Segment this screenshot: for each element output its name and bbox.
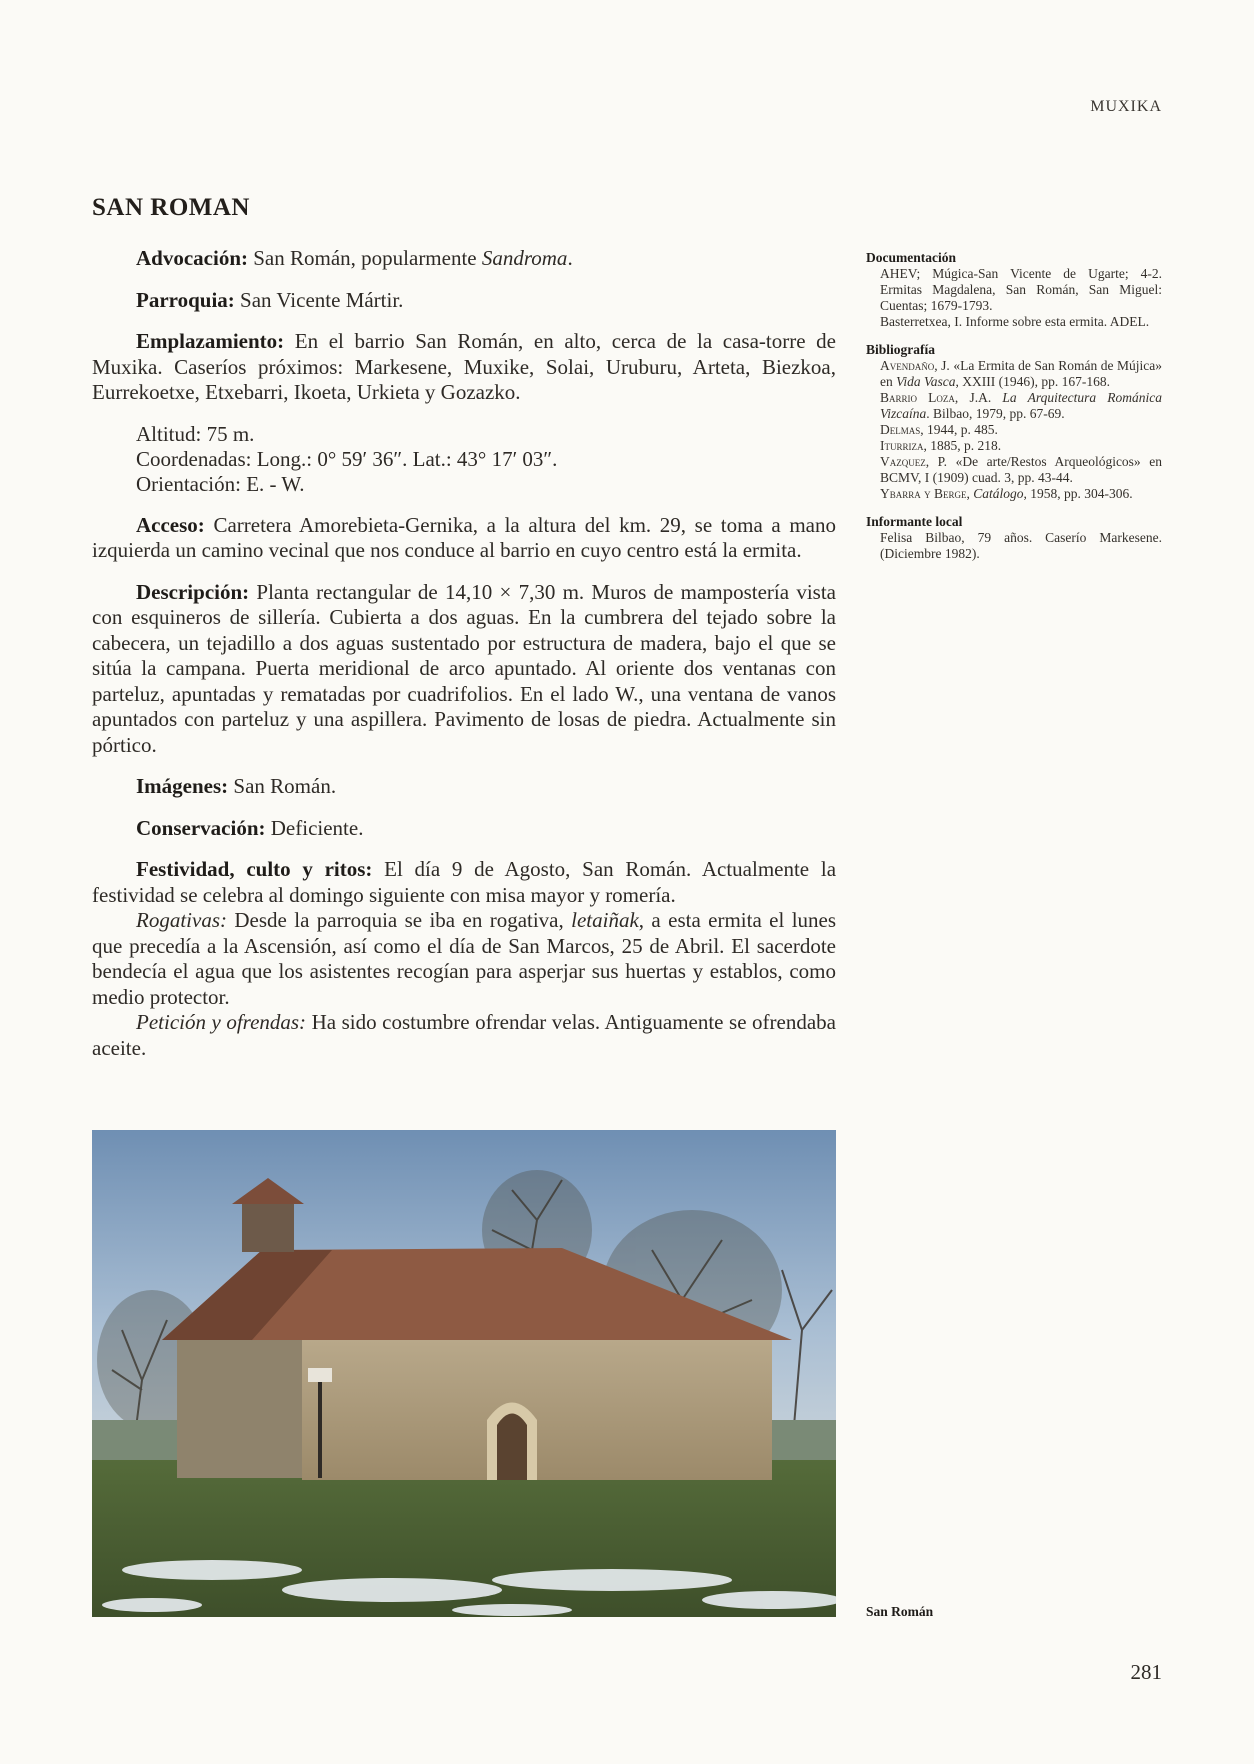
bib-author: Vazquez, P.: [880, 454, 948, 469]
parroquia-label: Parroquia:: [136, 287, 235, 312]
orientacion-line: Orientación: E. - W.: [136, 471, 305, 496]
acceso-paragraph: [92, 513, 836, 564]
rogativas-text-a: Desde la parroquia se iba en rogativa,: [234, 908, 572, 932]
peticion-label: Petición y ofrendas:: [136, 1010, 307, 1034]
conservacion-label: Conservación:: [136, 815, 266, 840]
rogativas-paragraph: [92, 908, 836, 1010]
acceso-label: Acceso:: [136, 512, 205, 537]
bibliografia-entry: [866, 390, 1162, 422]
bibliografia-section: [866, 342, 1162, 502]
documentacion-entry: Basterretxea, I. Informe sobre esta ermita. ADEL.: [880, 314, 1150, 329]
coordenadas-line: Coordenadas: Long.: 0° 59′ 36″. Lat.: 43° 17′ 03″.: [136, 446, 558, 471]
bib-text: «De arte/Restos Arqueológicos» en BCMV, I (1909) cuad. 3, pp. 43-44.: [880, 454, 1162, 485]
bib-author: Avendaño, J.: [880, 358, 950, 373]
documentacion-section: [866, 250, 1162, 330]
door: [497, 1414, 527, 1481]
peticion-text: Ha sido costumbre ofrendar velas. Antiguamente se ofrendaba aceite.: [92, 1010, 836, 1060]
hermitage-side-wall: [177, 1335, 302, 1478]
emplazamiento-label: Emplazamiento:: [136, 329, 285, 353]
bibliografia-entry: [866, 438, 1162, 454]
bib-author: Barrio Loza, J.A.: [880, 390, 992, 405]
bib-author: Ybarra y Berge,: [880, 486, 970, 501]
conservacion-text: Deficiente.: [270, 815, 364, 840]
bib-text: «La Ermita de San Román de Mújica» en: [880, 358, 1163, 389]
descripcion-text: Planta rectangular de 14,10 × 7,30 m. Muros de mampostería vista con esquineros de sillería. Cubierta a dos aguas. En la cumbrera del tejado sobre la cabecera, un tejadillo a dos aguas sustentado por estructura de madera, bajo el que se sitúa la campana. Puerta meridional de arco apuntado. Al oriente dos ventanas con parteluz, apuntadas y rematadas por cuadrifolios. En el lado W., una ventana de vanos apuntados con parteluz y una aspillera. Pavimento de losas de piedra. Actualmente sin pórtico.: [92, 579, 836, 757]
imagenes-text: San Román.: [233, 774, 337, 798]
main-text-column: [92, 246, 836, 1061]
festividad-label: Festividad, culto y ritos:: [136, 857, 373, 881]
rogativas-term: letaiñak: [571, 908, 639, 932]
bib-tail: , XXIII (1946), pp. 167-168.: [955, 374, 1110, 389]
festividad-paragraph: [92, 857, 836, 908]
advocacion-popular-name: Sandroma: [481, 246, 568, 270]
hermitage-photo: [92, 1130, 836, 1617]
bib-text: 1885, p. 218.: [926, 438, 1002, 453]
informante-entry: Felisa Bilbao, 79 años. Caserío Markesene. (Diciembre 1982).: [880, 530, 1162, 561]
running-header: MUXIKA: [1090, 98, 1162, 115]
location-data: [92, 422, 836, 497]
bib-text: 1944, p. 485.: [923, 422, 998, 437]
acceso-text: Carretera Amorebieta-Gernika, a la altura del km. 29, se toma a mano izquierda un camino vecinal que nos conduce al barrio en cuyo centro está la ermita.: [92, 512, 837, 562]
bib-title: La Arquitectura Románica Vizcaína: [880, 390, 1162, 421]
bell-gable: [242, 1200, 294, 1252]
emplazamiento-text: En el barrio San Román, en alto, cerca de la casa-torre de Muxika. Caseríos próximos: Markesene, Muxike, Solai, Uruburu, Arteta, Biezkoa, Eurrekoetxe, Etxebarri, Ikoeta, Urkieta y Gozazko.: [92, 329, 836, 404]
peticion-paragraph: [92, 1010, 836, 1061]
advocacion-paragraph: [92, 246, 836, 272]
conservacion-paragraph: [92, 816, 836, 842]
bibliografia-entry: [866, 454, 1162, 486]
bib-text: [991, 390, 1002, 405]
bib-tail: , 1958, pp. 304-306.: [1023, 486, 1133, 501]
parroquia-text: San Vicente Mártir.: [240, 287, 404, 312]
page-title: SAN ROMAN: [92, 194, 250, 221]
bibliografia-entry: [866, 422, 1162, 438]
advocacion-text: San Román, popularmente: [253, 246, 482, 270]
informante-heading: Informante local: [866, 514, 963, 529]
bibliografia-entry: [866, 358, 1162, 390]
bib-title: Vida Vasca: [896, 374, 956, 389]
bib-author: Delmas,: [880, 422, 924, 437]
advocacion-label: Advocación:: [136, 246, 248, 270]
descripcion-label: Descripción:: [136, 579, 250, 604]
bib-title: Catálogo: [973, 486, 1024, 501]
parroquia-paragraph: [92, 288, 836, 314]
documentacion-entry: AHEV; Múgica-San Vicente de Ugarte; 4-2. Ermitas Magdalena, San Román, San Miguel: Cuentas; 1679-1793.: [880, 266, 1162, 313]
imagenes-paragraph: [92, 774, 836, 800]
emplazamiento-paragraph: [92, 329, 836, 406]
bib-tail: . Bilbao, 1979, pp. 67-69.: [926, 406, 1065, 421]
sign-post: [318, 1378, 322, 1478]
rogativas-text-b: , a esta ermita el lunes que precedía a la Ascensión, así como el día de San Marcos, 25 de Abril. El sacerdote bendecía el agua que los asistentes recogían para asperjar sus huertas y establos, como medio protector.: [92, 908, 837, 1009]
page-number: 281: [1130, 1660, 1162, 1684]
bibliografia-entry: [866, 486, 1162, 502]
photo-caption: San Román: [866, 1604, 934, 1619]
bib-author: Iturriza,: [880, 438, 927, 453]
festividad-text: El día 9 de Agosto, San Román. Actualmente la festividad se celebra al domingo siguiente con misa mayor y romería.: [92, 857, 837, 907]
imagenes-label: Imágenes:: [136, 774, 229, 798]
sidebar-references: [866, 250, 1162, 574]
sign: [308, 1368, 332, 1382]
altitud-line: Altitud: 75 m.: [136, 421, 255, 446]
descripcion-paragraph: [92, 580, 836, 759]
rogativas-label: Rogativas:: [136, 908, 227, 932]
informante-section: [866, 514, 1162, 562]
bibliografia-heading: Bibliografía: [866, 342, 936, 357]
advocacion-end: .: [567, 246, 573, 270]
documentacion-heading: Documentación: [866, 250, 956, 265]
